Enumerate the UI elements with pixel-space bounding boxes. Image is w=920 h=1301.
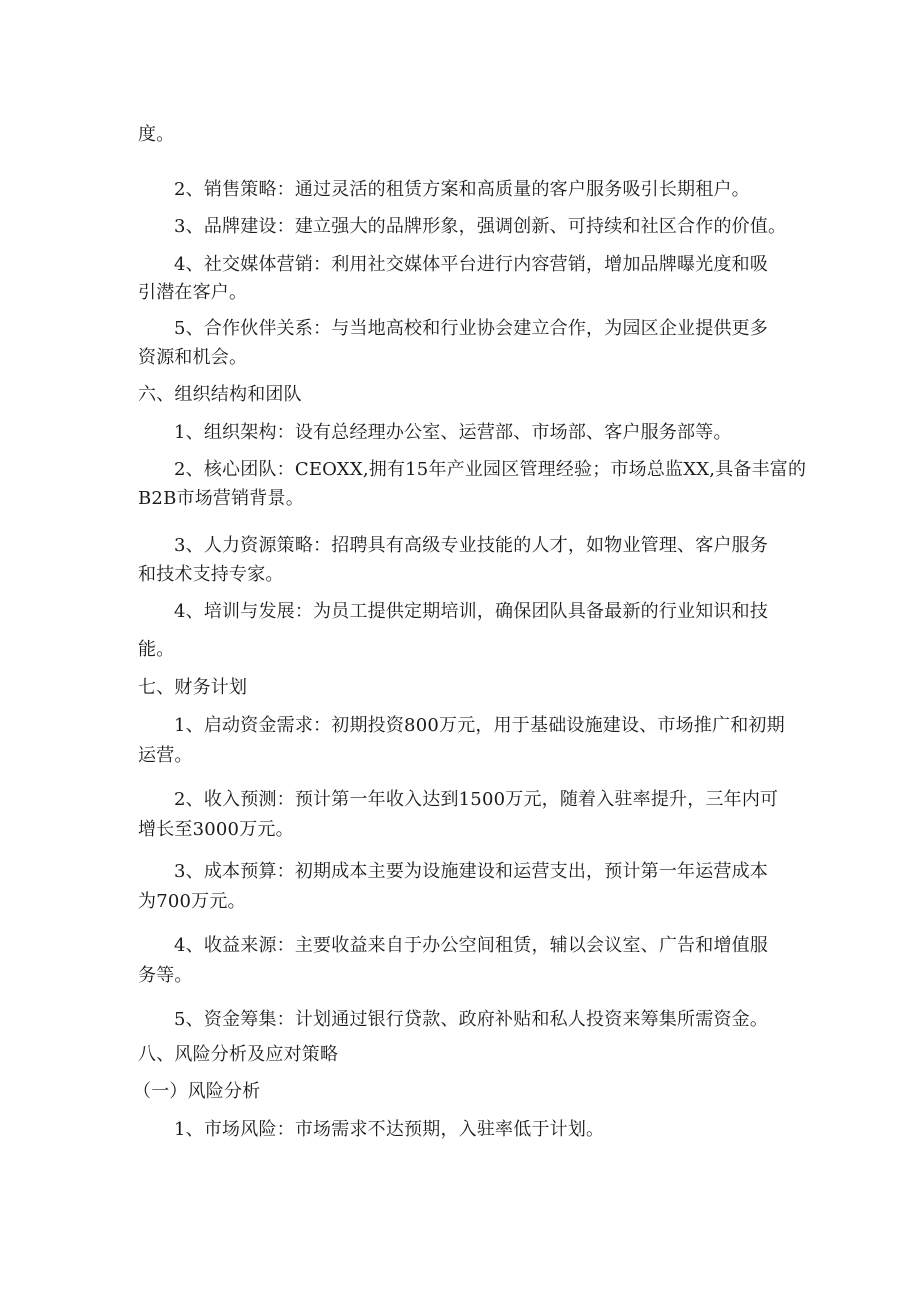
text-line: 资源和机会。 (138, 347, 248, 368)
subsection-heading: （一）风险分析 (133, 1081, 261, 1102)
text-line: B2B市场营销背景。 (138, 488, 304, 509)
text-line: 2、收入预测：预计第一年收入达到1500万元，随着入驻率提升，三年内可 (174, 789, 779, 810)
text-line: 5、合作伙伴关系：与当地高校和行业协会建立合作，为园区企业提供更多 (174, 318, 769, 339)
text-line: 能。 (138, 639, 175, 660)
text-line: 4、收益来源：主要收益来自于办公空间租赁，辅以会议室、广告和增值服 (174, 935, 769, 956)
text-line: 4、培训与发展：为员工提供定期培训，确保团队具备最新的行业知识和技 (174, 601, 769, 622)
text-line: 2、销售策略：通过灵活的租赁方案和高质量的客户服务吸引长期租户。 (174, 179, 750, 200)
text-line: 务等。 (138, 965, 193, 986)
text-line: 3、品牌建设：建立强大的品牌形象，强调创新、可持续和社区合作的价值。 (174, 216, 787, 237)
text-line: 1、市场风险：市场需求不达预期，入驻率低于计划。 (174, 1119, 605, 1140)
section-heading: 七、财务计划 (138, 677, 248, 698)
text-line: 增长至3000万元。 (138, 819, 294, 840)
text-line: 3、成本预算：初期成本主要为设施建设和运营支出，预计第一年运营成本 (174, 861, 769, 882)
text-line: 度。 (138, 124, 175, 145)
text-line: 1、启动资金需求：初期投资800万元，用于基础设施建设、市场推广和初期 (174, 715, 785, 736)
text-line: 5、资金筹集：计划通过银行贷款、政府补贴和私人投资来筹集所需资金。 (174, 1009, 769, 1030)
text-line: 3、人力资源策略：招聘具有高级专业技能的人才，如物业管理、客户服务 (174, 535, 769, 556)
text-line: 和技术支持专家。 (138, 564, 284, 585)
section-heading: 八、风险分析及应对策略 (138, 1044, 339, 1065)
text-line: 1、组织架构：设有总经理办公室、运营部、市场部、客户服务部等。 (174, 422, 732, 443)
text-line: 引潜在客户。 (138, 282, 248, 303)
text-line: 2、核心团队：CEOXX,拥有15年产业园区管理经验；市场总监XX,具备丰富的 (174, 459, 807, 480)
section-heading: 六、组织结构和团队 (138, 384, 302, 405)
text-line: 4、社交媒体营销：利用社交媒体平台进行内容营销，增加品牌曝光度和吸 (174, 254, 769, 275)
text-line: 运营。 (138, 745, 193, 766)
text-line: 为700万元。 (138, 891, 246, 912)
